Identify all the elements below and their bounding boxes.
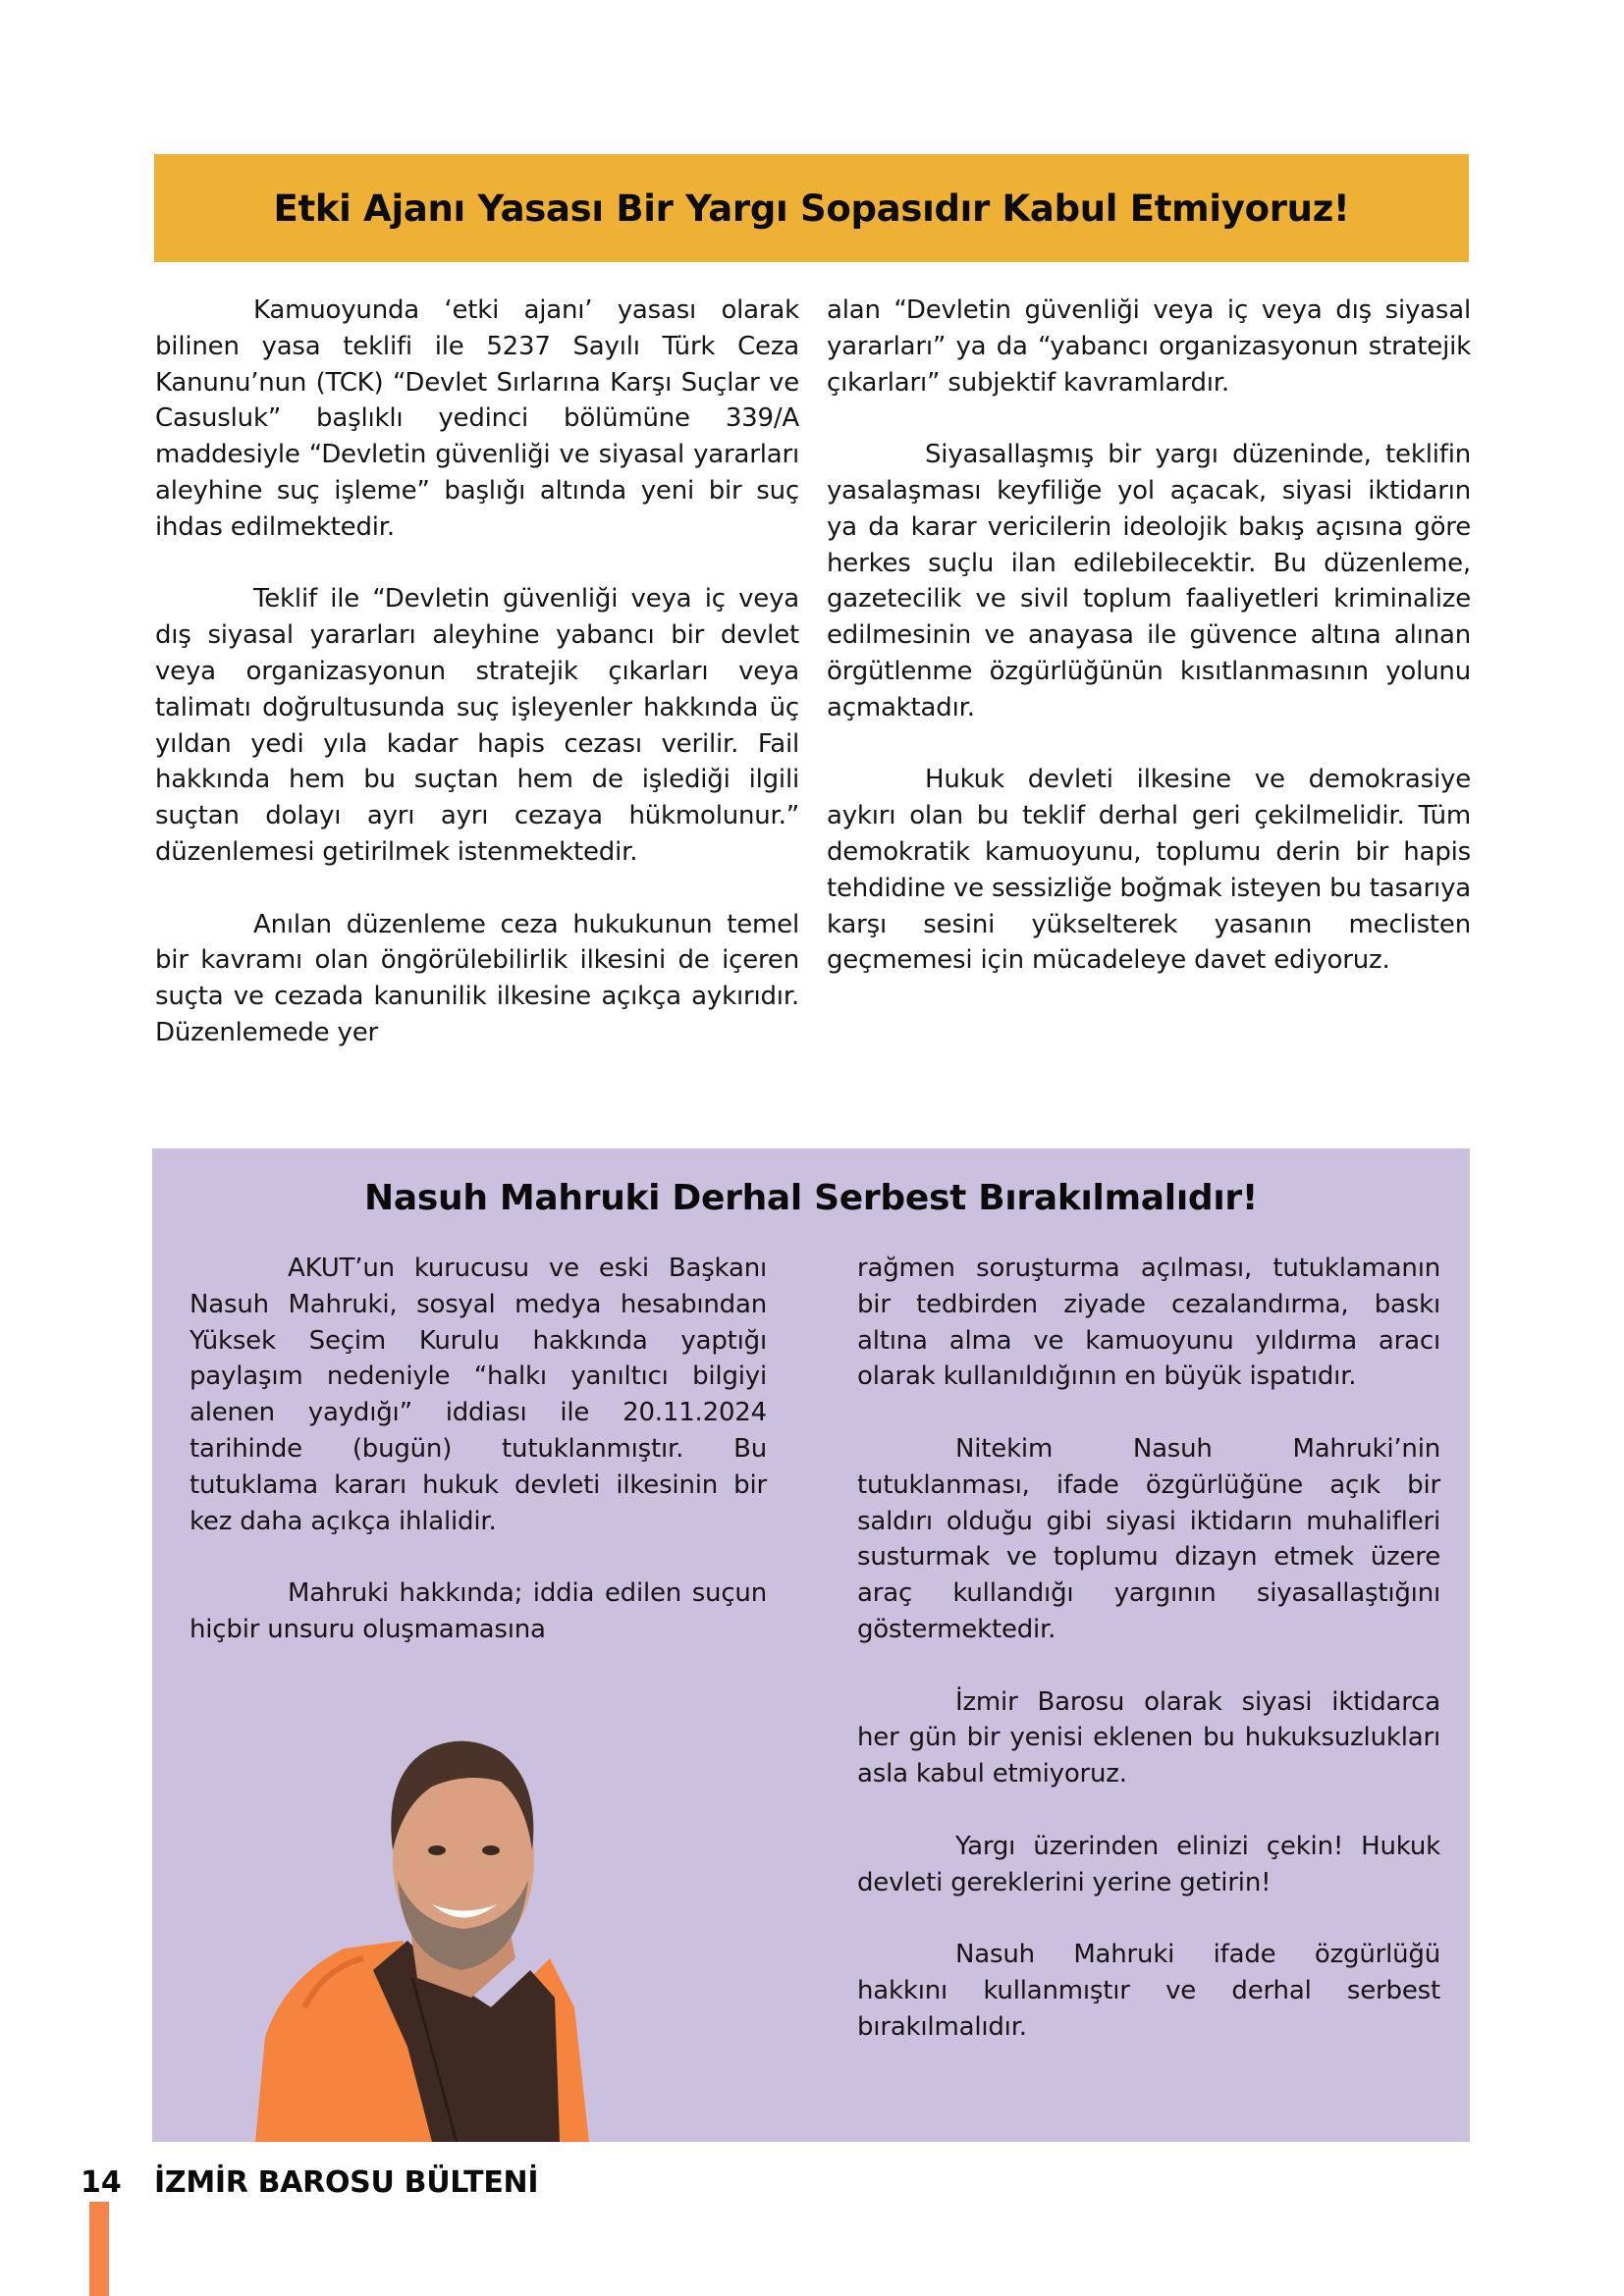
article2-paragraph: Nasuh Mahruki ifade özgürlüğü hakkını kullanmıştır ve derhal serbest bırakılmalıdır.	[857, 1940, 1440, 2042]
page-number: 14	[81, 2165, 122, 2200]
accent-bar	[89, 2202, 109, 2296]
article1-left-column	[155, 293, 799, 1051]
article1-paragraph: Teklif ile “Devletin güvenliği veya iç veya dış siyasal yararları aleyhine yabancı bir devlet veya organizasyonun stratejik çıkarları veya talimatı doğrultusunda suç işleyenler hakkında üç yıldan yedi yıla kadar hapis cezası verilir. Fail hakkında hem bu suçtan hem de işlediği ilgili suçtan dolayı ayrı ayrı cezaya hükmolunur.” düzenlemesi getirilmek istenmektedir.	[155, 584, 799, 867]
article2-paragraph: İzmir Barosu olarak siyasi iktidarca her gün bir yenisi eklenen bu hukuksuzlukları asla kabul etmiyoruz.	[857, 1686, 1440, 1789]
article1-paragraph: Hukuk devleti ilkesine ve demokrasiye aykırı olan bu teklif derhal geri çekilmelidir. Tüm demokratik kamuoyunu, toplumu derin bir hapis tehdidine ve sessizliğe boğmak isteyen bu tasarıya karşı sesini yükselterek yasanın meclisten geçmemesi için mücadeleye davet ediyoruz.	[827, 765, 1471, 976]
article1-title-banner	[154, 154, 1469, 262]
article1-title: Etki Ajanı Yasası Bir Yargı Sopasıdır Kabul Etmiyoruz!	[273, 187, 1350, 230]
article1-paragraph: alan “Devletin güvenliği veya iç veya dış siyasal yararları” ya da “yabancı organizasyonun stratejik çıkarları” subjektif kavramlardır.	[827, 295, 1471, 398]
publication-title: İZMİR BAROSU BÜLTENİ	[154, 2165, 539, 2200]
article2-paragraph: Yargı üzerinden elinizi çekin! Hukuk devleti gereklerini yerine getirin!	[857, 1831, 1440, 1897]
article1-right-column	[827, 293, 1471, 979]
article1-paragraph: Kamuoyunda ‘etki ajanı’ yasası olarak bilinen yasa teklifi ile 5237 Sayılı Türk Ceza Kanunu’nun (TCK) “Devlet Sırlarına Karşı Suçlar ve Casusluk” başlıklı yedinci bölümüne 339/A maddesiyle “Devletin güvenliği ve siyasal yararları aleyhine suç işleme” başlığı altında yeni bir suç ihdas edilmektedir.	[155, 295, 799, 542]
article1-paragraph: Anılan düzenleme ceza hukukunun temel bir kavramı olan öngörülebilirlik ilkesini de içeren suçta ve cezada kanunilik ilkesine açıkça aykırıdır. Düzenlemede yer	[155, 909, 799, 1047]
article2-paragraph: rağmen soruşturma açılması, tutuklamanın bir tedbirden ziyade cezalandırma, baskı altına alma ve kamuoyunu yıldırma aracı olarak kullanıldığının en büyük ispatıdır.	[857, 1254, 1440, 1392]
portrait-photo	[236, 1713, 658, 2142]
article2-paragraph: AKUT’un kurucusu ve eski Başkanı Nasuh Mahruki, sosyal medya hesabından Yüksek Seçim Kurulu hakkında yaptığı paylaşım nedeniyle “halkı yanıltıcı bilgiyi alenen yaydığı” iddiası ile 20.11.2024 tarihinde (bugün) tutuklanmıştır. Bu tutuklama kararı hukuk devleti ilkesinin bir kez daha açıkça ihlalidir.	[189, 1254, 767, 1536]
article2-left-column	[189, 1251, 767, 1648]
article2-paragraph: Nitekim Nasuh Mahruki’nin tutuklanması, ifade özgürlüğüne açık bir saldırı olduğu gibi siyasi iktidarın muhalifleri susturmak ve toplumu dizayn etmek üzere araç kullandığı yargının siyasallaştığını göstermektedir.	[857, 1433, 1440, 1644]
article2-right-column	[857, 1251, 1440, 2046]
article2-title: Nasuh Mahruki Derhal Serbest Bırakılmalıdır!	[364, 1178, 1258, 1218]
article2-paragraph: Mahruki hakkında; iddia edilen suçun hiçbir unsuru oluşmamasına	[189, 1578, 767, 1644]
article2-box	[152, 1148, 1470, 2142]
article1-paragraph: Siyasallaşmış bir yargı düzeninde, teklifin yasalaşması keyfiliğe yol açacak, siyasi iktidarın ya da karar vericilerin ideolojik bakış açısına göre herkes suçlu ilan edilebilecektir. Bu düzenleme, gazetecilik ve sivil toplum faaliyetleri kriminalize edilmesinin ve anayasa ile güvence altına alınan örgütlenme özgürlüğünün kısıtlanmasının yolunu açmaktadır.	[827, 440, 1471, 722]
